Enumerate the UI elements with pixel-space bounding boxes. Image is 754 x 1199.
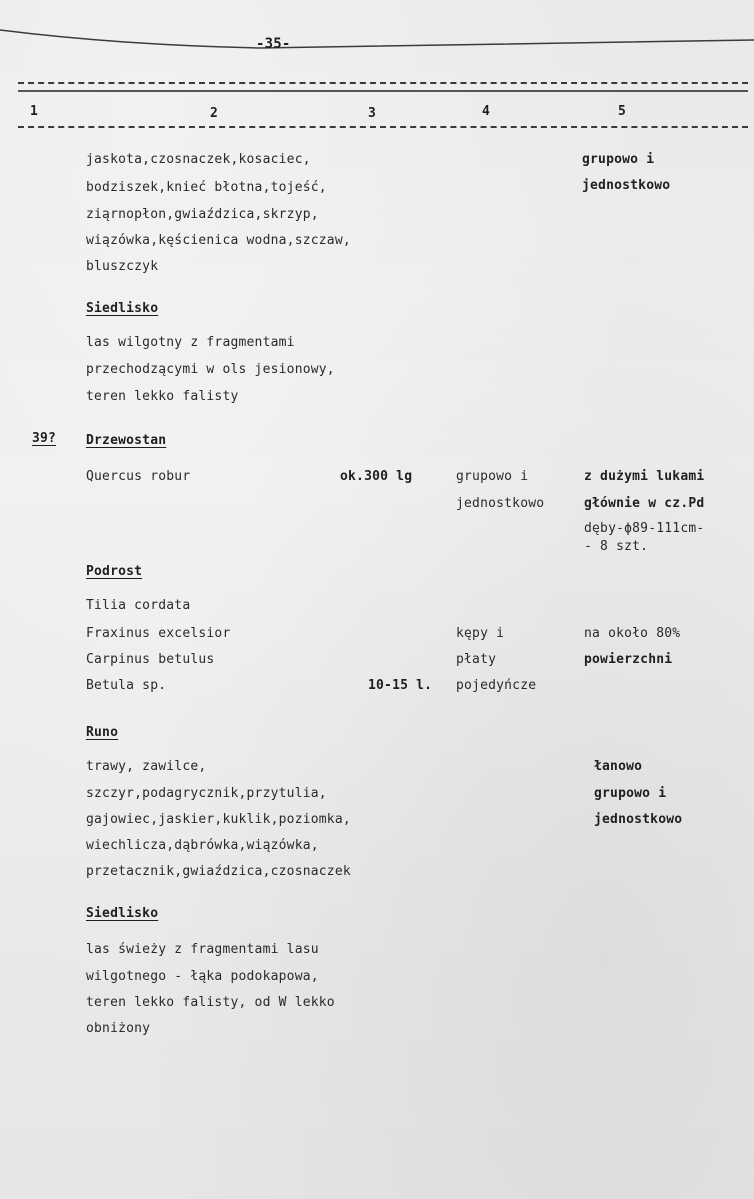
species-name: Quercus robur bbox=[86, 469, 191, 484]
habitat-line: przechodzącymi w ols jesionowy, bbox=[86, 362, 335, 377]
plant-list-line: wiązówka,kęścienica wodna,szczaw, bbox=[86, 233, 351, 248]
column-header-5: 5 bbox=[618, 104, 627, 119]
podrost-age: 10-15 l. bbox=[368, 678, 433, 693]
plant-list-line: ziąrnopłon,gwiaździca,skrzyp, bbox=[86, 207, 319, 222]
occurrence-note: jednostkowo bbox=[594, 812, 683, 827]
remark-line: głównie w cz.Pd bbox=[584, 496, 705, 511]
podrost-heading: Podrost bbox=[86, 564, 143, 579]
habitat-line: wilgotnego - łąka podokapowa, bbox=[86, 969, 319, 984]
coverage-note: powierzchni bbox=[584, 652, 673, 667]
runo-heading: Runo bbox=[86, 725, 119, 740]
page-number: -35- bbox=[256, 36, 291, 52]
habitat-line: las świeży z fragmentami lasu bbox=[86, 942, 319, 957]
distribution-note: płaty bbox=[456, 652, 497, 667]
column-header-4: 4 bbox=[482, 104, 491, 119]
header-rule-top-2 bbox=[18, 90, 748, 92]
occurrence-note: łanowo bbox=[594, 759, 643, 774]
occurrence-note: jednostkowo bbox=[582, 178, 671, 193]
occurrence-note: grupowo i bbox=[582, 152, 655, 167]
column-header-1: 1 bbox=[30, 104, 39, 119]
distribution-note: jednostkowo bbox=[456, 496, 545, 511]
drzewostan-heading: Drzewostan bbox=[86, 433, 167, 448]
distribution-note: pojedyńcze bbox=[456, 678, 537, 693]
habitat-line: las wilgotny z fragmentami bbox=[86, 335, 295, 350]
remark-line: dęby-ϕ89-111cm- bbox=[584, 521, 705, 536]
tree-age: ok.300 lg bbox=[340, 469, 413, 484]
habitat-line: obniżony bbox=[86, 1021, 151, 1036]
species-name: Betula sp. bbox=[86, 678, 167, 693]
coverage-note: na około 80% bbox=[584, 626, 681, 641]
plot-number: 39? bbox=[32, 431, 57, 446]
plant-list-line: trawy, zawilce, bbox=[86, 759, 207, 774]
plant-list-line: szczyr,podagrycznik,przytulia, bbox=[86, 786, 327, 801]
plant-list-line: bluszczyk bbox=[86, 259, 159, 274]
occurrence-note: grupowo i bbox=[594, 786, 667, 801]
siedlisko-heading: Siedlisko bbox=[86, 301, 159, 316]
plant-list-line: bodziszek,knieć błotna,tojeść, bbox=[86, 180, 327, 195]
distribution-note: grupowo i bbox=[456, 469, 529, 484]
plant-list-line: jaskota,czosnaczek,kosaciec, bbox=[86, 152, 311, 167]
header-rule-top bbox=[18, 82, 748, 84]
species-name: Carpinus betulus bbox=[86, 652, 215, 667]
plant-list-line: gajowiec,jaskier,kuklik,poziomka, bbox=[86, 812, 351, 827]
paper-edge-curve bbox=[0, 0, 754, 70]
plant-list-line: przetacznik,gwiaździca,czosnaczek bbox=[86, 864, 351, 879]
plant-list-line: wiechlicza,dąbrówka,wiązówka, bbox=[86, 838, 319, 853]
habitat-line: teren lekko falisty, od W lekko bbox=[86, 995, 335, 1010]
siedlisko-heading: Siedlisko bbox=[86, 906, 159, 921]
header-rule-bottom bbox=[18, 126, 748, 128]
habitat-line: teren lekko falisty bbox=[86, 389, 239, 404]
column-header-2: 2 bbox=[210, 106, 219, 121]
species-name: Fraxinus excelsior bbox=[86, 626, 231, 641]
remark-line: z dużymi lukami bbox=[584, 469, 705, 484]
distribution-note: kępy i bbox=[456, 626, 505, 641]
column-header-3: 3 bbox=[368, 106, 377, 121]
remark-line: - 8 szt. bbox=[584, 539, 649, 554]
species-name: Tilia cordata bbox=[86, 598, 191, 613]
